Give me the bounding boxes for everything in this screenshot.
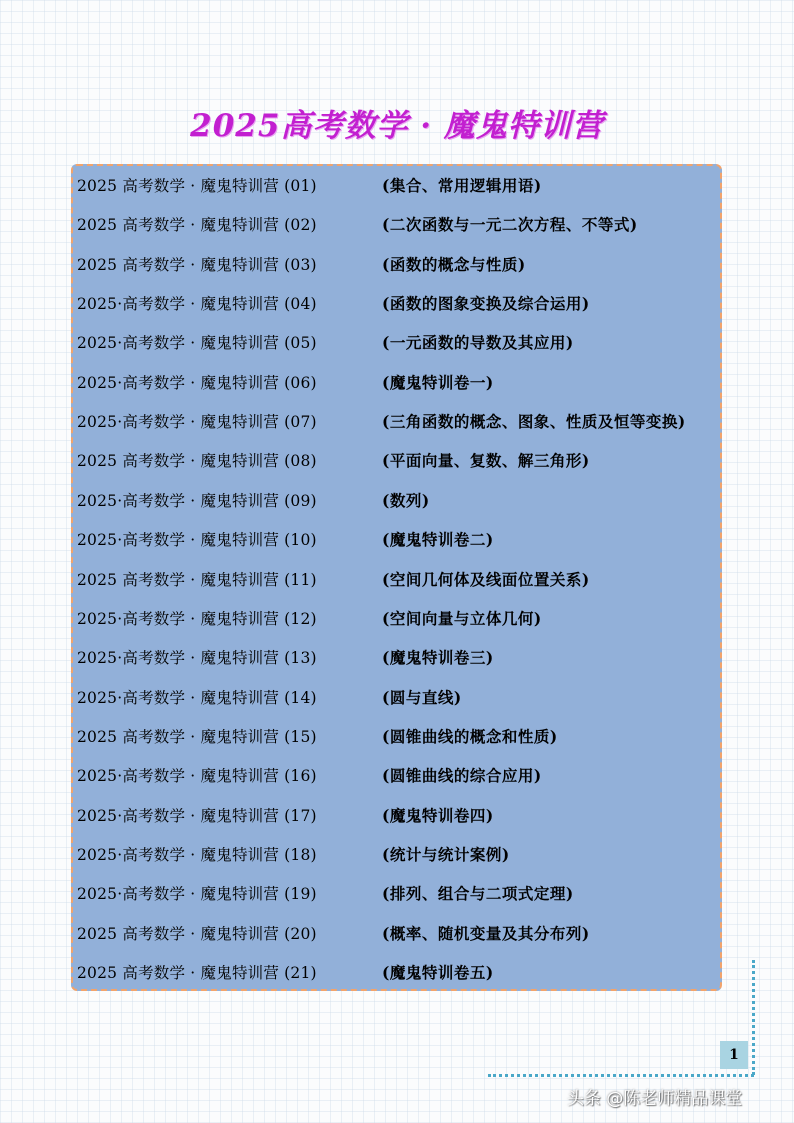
- toc-item-code: 2025 高考数学 · 魔鬼特训营 (02): [77, 216, 317, 235]
- toc-item-topic: (圆锥曲线的概念和性质): [382, 726, 558, 746]
- toc-item-topic: (魔鬼特训卷四): [382, 805, 494, 825]
- toc-item-topic: (统计与统计案例): [382, 844, 510, 864]
- toc-item-topic: (三角函数的概念、图象、性质及恒等变换): [382, 412, 686, 432]
- toc-item-topic: (平面向量、复数、解三角形): [382, 451, 590, 471]
- toc-item-code: 2025·高考数学 · 魔鬼特训营 (04): [77, 295, 317, 314]
- toc-row: [77, 606, 717, 632]
- toc-row: [77, 724, 717, 750]
- toc-row: [77, 488, 717, 514]
- toc-row: [77, 252, 717, 278]
- toc-item-topic: (二次函数与一元二次方程、不等式): [382, 215, 638, 235]
- toc-row: [77, 685, 717, 711]
- toc-item-code: 2025·高考数学 · 魔鬼特训营 (10): [77, 531, 317, 550]
- toc-item-topic: (魔鬼特训卷五): [382, 963, 494, 982]
- toc-item-code: 2025 高考数学 · 魔鬼特训营 (20): [77, 924, 317, 943]
- toc-row: [77, 921, 717, 947]
- toc-row: [77, 567, 717, 593]
- table-of-contents: [71, 164, 722, 991]
- toc-item-code: 2025 高考数学 · 魔鬼特训营 (15): [77, 727, 317, 746]
- toc-row: [77, 409, 717, 435]
- toc-item-code: 2025·高考数学 · 魔鬼特训营 (05): [77, 334, 317, 353]
- toc-row: [77, 330, 717, 356]
- toc-row: [77, 645, 717, 671]
- toc-item-topic: (排列、组合与二项式定理): [382, 884, 574, 904]
- toc-item-code: 2025·高考数学 · 魔鬼特训营 (12): [77, 609, 317, 628]
- toc-item-topic: (魔鬼特训卷二): [382, 530, 494, 550]
- toc-item-code: 2025·高考数学 · 魔鬼特训营 (14): [77, 688, 317, 707]
- toc-item-code: 2025·高考数学 · 魔鬼特训营 (06): [77, 373, 317, 392]
- toc-row: [77, 448, 717, 474]
- toc-row: [77, 960, 717, 986]
- toc-item-code: 2025 高考数学 · 魔鬼特训营 (11): [77, 570, 317, 589]
- toc-item-topic: (函数的图象变换及综合运用): [382, 294, 590, 314]
- toc-item-code: 2025·高考数学 · 魔鬼特训营 (09): [77, 491, 317, 510]
- toc-item-code: 2025·高考数学 · 魔鬼特训营 (16): [77, 767, 317, 786]
- toc-row: [77, 173, 717, 199]
- watermark: 头条 @陈老师精品课堂: [567, 1089, 743, 1109]
- toc-item-code: 2025·高考数学 · 魔鬼特训营 (19): [77, 885, 317, 904]
- toc-item-topic: (一元函数的导数及其应用): [382, 333, 574, 353]
- toc-row: [77, 881, 717, 907]
- toc-row: [77, 527, 717, 553]
- toc-item-code: 2025·高考数学 · 魔鬼特训营 (13): [77, 649, 317, 668]
- toc-item-code: 2025 高考数学 · 魔鬼特训营 (01): [77, 177, 317, 195]
- toc-item-topic: (圆与直线): [382, 687, 462, 707]
- toc-item-code: 2025 高考数学 · 魔鬼特训营 (08): [77, 452, 317, 471]
- toc-item-topic: (魔鬼特训卷三): [382, 648, 494, 668]
- toc-row: [77, 291, 717, 317]
- page-number: 1: [720, 1041, 748, 1069]
- toc-item-code: 2025·高考数学 · 魔鬼特训营 (17): [77, 806, 317, 825]
- toc-item-topic: (空间几何体及线面位置关系): [382, 569, 590, 589]
- toc-item-topic: (数列): [382, 490, 430, 510]
- toc-item-topic: (空间向量与立体几何): [382, 608, 542, 628]
- toc-item-code: 2025·高考数学 · 魔鬼特训营 (18): [77, 845, 317, 864]
- toc-item-topic: (魔鬼特训卷一): [382, 372, 494, 392]
- document-title: 2025高考数学 · 魔鬼特训营: [190, 108, 604, 144]
- toc-item-topic: (概率、随机变量及其分布列): [382, 923, 590, 943]
- toc-item-code: 2025 高考数学 · 魔鬼特训营 (21): [77, 964, 317, 982]
- toc-item-topic: (集合、常用逻辑用语): [382, 176, 542, 195]
- toc-item-topic: (圆锥曲线的综合应用): [382, 766, 542, 786]
- toc-item-code: 2025·高考数学 · 魔鬼特训营 (07): [77, 413, 317, 432]
- toc-item-code: 2025 高考数学 · 魔鬼特训营 (03): [77, 255, 317, 274]
- toc-row: [77, 212, 717, 238]
- decorative-dotted-line-vertical: [752, 960, 755, 1075]
- toc-row: [77, 803, 717, 829]
- toc-row: [77, 370, 717, 396]
- toc-item-topic: (函数的概念与性质): [382, 254, 526, 274]
- toc-row: [77, 842, 717, 868]
- toc-row: [77, 763, 717, 789]
- decorative-dotted-line-horizontal: [488, 1074, 754, 1077]
